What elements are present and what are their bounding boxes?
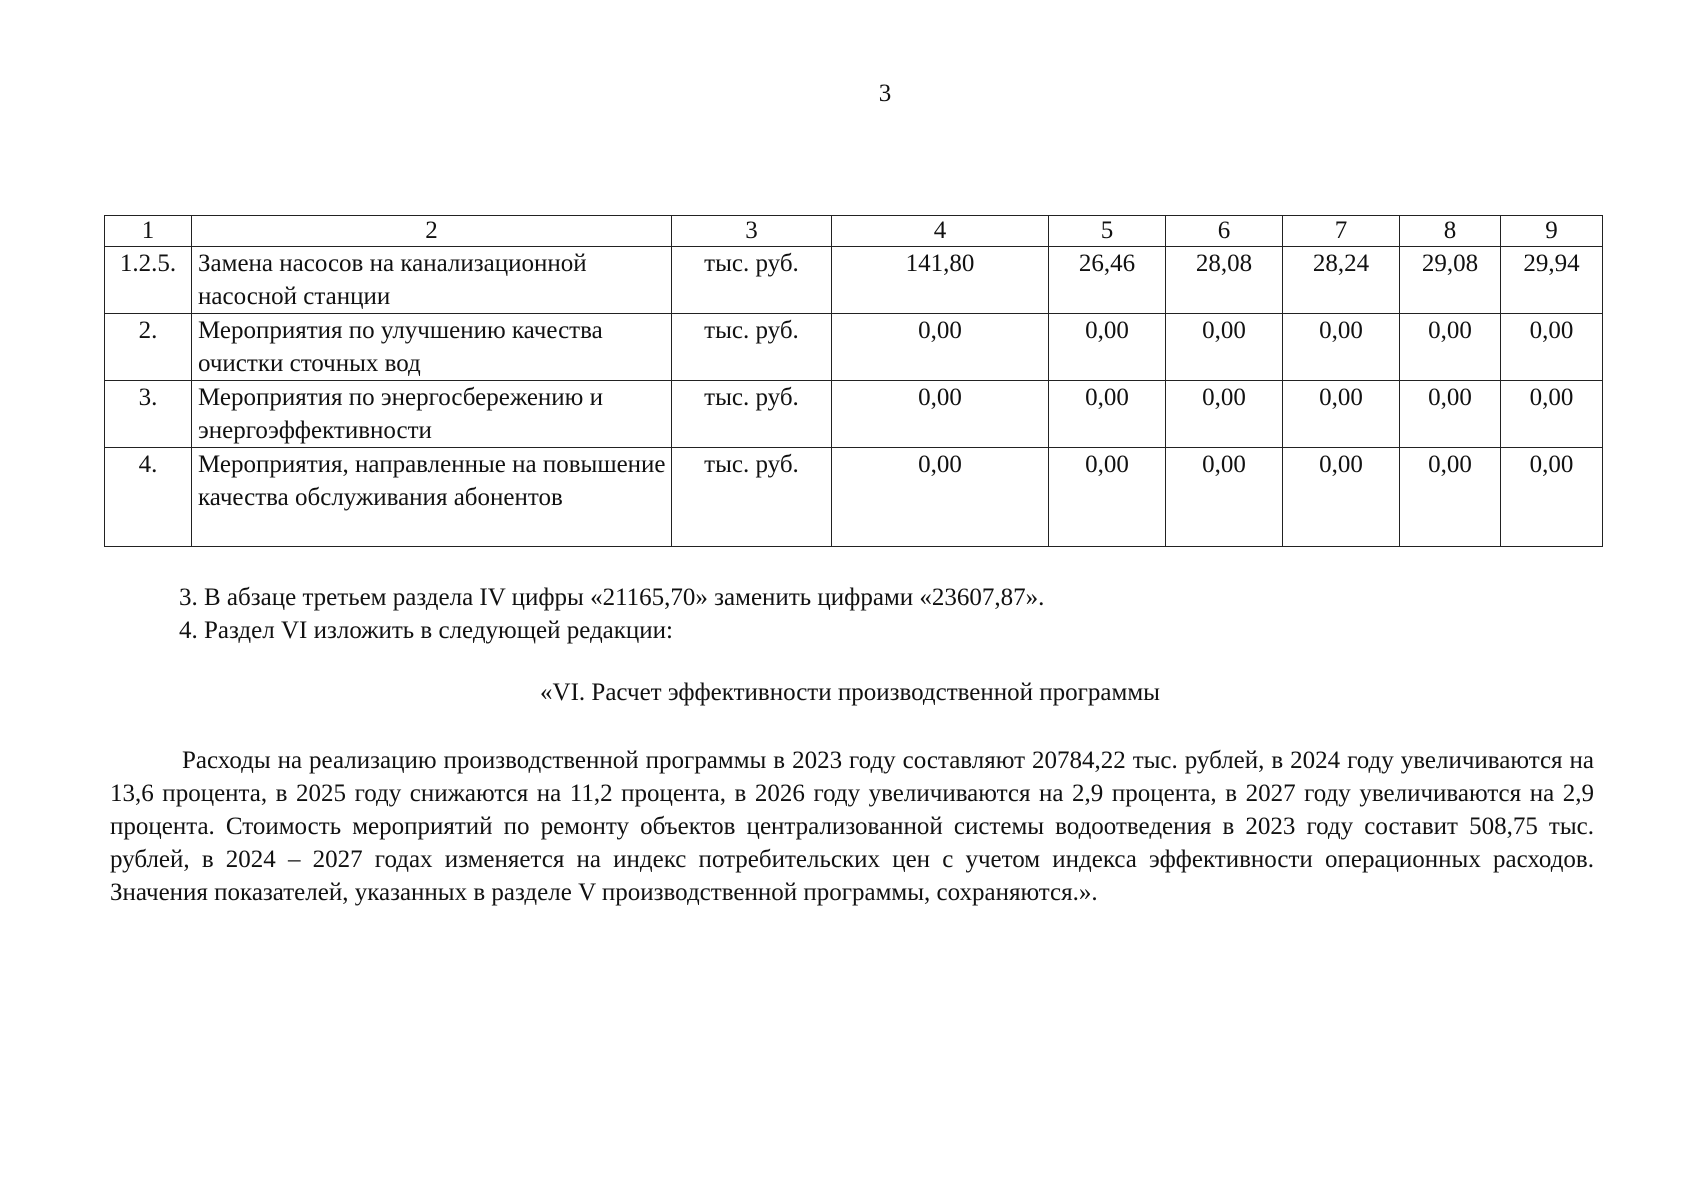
- row-value: 0,00: [1166, 381, 1283, 448]
- row-value: 26,46: [1049, 247, 1166, 314]
- header-cell: 3: [672, 216, 832, 247]
- row-value: 28,08: [1166, 247, 1283, 314]
- row-value: 0,00: [1501, 448, 1603, 547]
- row-name: Замена насосов на канализационной насосной станции: [192, 247, 672, 314]
- row-value: 0,00: [832, 314, 1049, 381]
- row-number: 3.: [105, 381, 192, 448]
- row-name: Мероприятия по энергосбережению и энергоэффективности: [192, 381, 672, 448]
- table-row: [105, 448, 1603, 547]
- row-value: 0,00: [1049, 314, 1166, 381]
- row-value: 0,00: [832, 448, 1049, 547]
- table-header-row: [105, 216, 1603, 247]
- header-cell: 8: [1400, 216, 1501, 247]
- row-number: 2.: [105, 314, 192, 381]
- table-row: [105, 247, 1603, 314]
- row-name: Мероприятия по улучшению качества очистки сточных вод: [192, 314, 672, 381]
- row-value: 141,80: [832, 247, 1049, 314]
- header-cell: 1: [105, 216, 192, 247]
- row-value: 0,00: [1501, 381, 1603, 448]
- row-value: 0,00: [1049, 381, 1166, 448]
- row-value: 0,00: [1400, 448, 1501, 547]
- row-value: 29,94: [1501, 247, 1603, 314]
- program-table: [104, 215, 1603, 547]
- row-value: 0,00: [1400, 381, 1501, 448]
- row-value: 0,00: [1166, 314, 1283, 381]
- row-value: 0,00: [1283, 381, 1400, 448]
- row-number: 4.: [105, 448, 192, 547]
- table-row: [105, 381, 1603, 448]
- row-value: 0,00: [1166, 448, 1283, 547]
- page-number: 3: [878, 80, 892, 107]
- row-number: 1.2.5.: [105, 247, 192, 314]
- header-cell: 4: [832, 216, 1049, 247]
- row-value: 0,00: [832, 381, 1049, 448]
- row-value: 0,00: [1049, 448, 1166, 547]
- table-row: [105, 314, 1603, 381]
- header-cell: 2: [192, 216, 672, 247]
- row-value: 0,00: [1501, 314, 1603, 381]
- header-cell: 6: [1166, 216, 1283, 247]
- row-value: 0,00: [1283, 314, 1400, 381]
- row-value: 28,24: [1283, 247, 1400, 314]
- amendment-item-4: 4. Раздел VI изложить в следующей редакции:: [179, 617, 674, 644]
- body-paragraph: Расходы на реализацию производственной программы в 2023 году составляют 20784,22 тыс. рублей, в 2024 году увеличиваются на 13,6 процента, в 2025 году снижаются на 11,2 процента, в 2026 году увеличиваются на 2,9 процента, в 2027 году увеличиваются на 2,9 процента. Стоимость мероприятий по ремонту объектов централизованной системы водоотведения в 2023 году составит 508,75 тыс. рублей, в 2024 – 2027 годах изменяется на индекс потребительских цен с учетом индекса эффективности операционных расходов. Значения показателей, указанных в разделе V производственной программы, сохраняются.».: [110, 747, 1594, 906]
- row-unit: тыс. руб.: [672, 381, 832, 448]
- row-name: Мероприятия, направленные на повышение качества обслуживания абонентов: [192, 448, 672, 547]
- row-unit: тыс. руб.: [672, 314, 832, 381]
- header-cell: 9: [1501, 216, 1603, 247]
- amendment-item-3: 3. В абзаце третьем раздела IV цифры «21165,70» заменить цифрами «23607,87».: [179, 584, 1045, 611]
- row-unit: тыс. руб.: [672, 247, 832, 314]
- row-value: 29,08: [1400, 247, 1501, 314]
- row-value: 0,00: [1283, 448, 1400, 547]
- header-cell: 7: [1283, 216, 1400, 247]
- section-title: «VI. Расчет эффективности производственной программы: [540, 679, 1160, 706]
- header-cell: 5: [1049, 216, 1166, 247]
- row-unit: тыс. руб.: [672, 448, 832, 547]
- row-value: 0,00: [1400, 314, 1501, 381]
